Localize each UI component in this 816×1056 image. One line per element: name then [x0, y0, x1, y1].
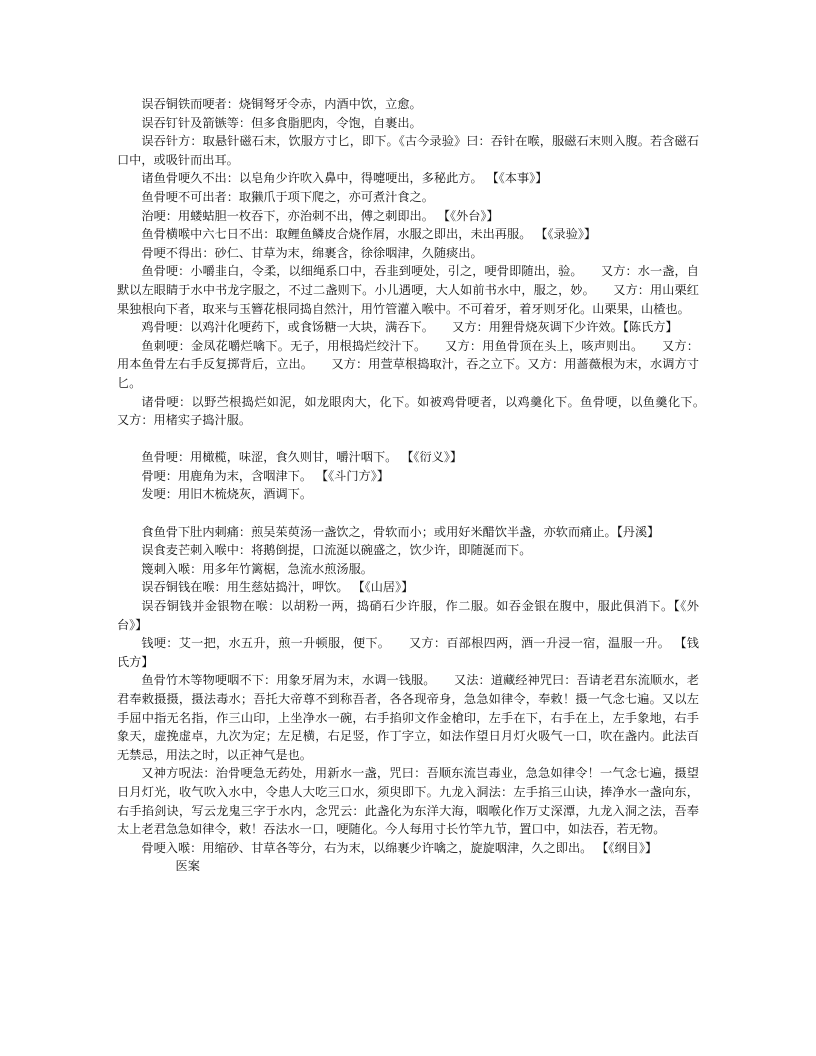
paragraph: 骨哽入喉：用缩砂、甘草各等分，右为末，以绵裹少许噙之，旋旋咽津，久之即出。 【《纲目》】	[141, 840, 658, 855]
paragraph: 鱼骨横喉中六七日不出：取鲤鱼鳞皮合烧作屑，水服之即出，未出再服。 【《录验》】	[141, 227, 597, 242]
paragraph: 钱哽：艾一把，水五升，煎一升顿服，便下。 又方：百部根四两，酒一升浸一宿，温服一升。 【钱氏方】	[117, 636, 699, 669]
paragraph: 误吞钉针及箭镞等：但多食脂肥肉，令饱，自裹出。	[141, 115, 422, 130]
paragraph: 诸鱼骨哽久不出：以皂角少许吹入鼻中，得嚏哽出，多秘此方。 【《本事》】	[141, 171, 548, 186]
document-body	[117, 95, 724, 857]
paragraph: 误吞铜钱并金银物在喉：以胡粉一两，捣硝石少许服，作二服。如吞金银在腹中，服此俱消下。【《外台》】	[117, 599, 699, 632]
blank-line	[117, 504, 699, 523]
paragraph: 骨哽：用鹿角为末，含咽津下。 【《斗门方》】	[141, 468, 390, 483]
paragraph: 鱼骨哽：小嚼韭白，令柔，以细绳系口中，吞韭到哽处，引之，哽骨即随出，验。 又方：水一盏，自默以左眼睛于水中书龙字服之，不过二盏则下。小儿遇哽，大人如前书水中，服之，妙。 又方：用山栗红果独根向下者，取来与玉簪花根同捣自然汁，用竹管灌入喉中。不可着牙，着牙则牙化。山栗果，山楂也。	[117, 264, 699, 316]
paragraph: 鸡骨哽：以鸡汁化哽药下，或食饧糖一大块，满吞下。 又方：用狸骨烧灰调下少许效。【陈氏方】	[141, 320, 678, 335]
paragraph: 鱼骨哽不可出者：取獭爪于项下爬之，亦可煮汁食之。	[141, 189, 434, 204]
paragraph: 食鱼骨下肚内刺痛：煎吴茱萸汤一盏饮之，骨软而小；或用好米醋饮半盏，亦软而痛止。【丹溪】	[141, 524, 660, 539]
document-page	[117, 95, 724, 876]
paragraph: 骨哽不得出：砂仁、甘草为末，绵裹含，徐徐咽津，久随痰出。	[141, 245, 483, 260]
paragraph: 发哽：用旧木梳烧灰，酒调下。	[141, 487, 313, 502]
paragraph: 篾刺入喉：用多年竹篱椐，急流水煎汤服。	[141, 561, 373, 576]
paragraph: 又神方呪法：治骨哽急无药处，用新水一盏，咒曰：吾顺东流岂毒业，急急如律令！一气念七遍，摄望日月灯光，收气吹入水中，令患人大吃三口水，须臾即下。九龙入洞法：左手掐三山诀，捧净水一盏向东，右手掐剑诀，写云龙鬼三字于水内，念咒云：此盏化为东洋大海，咽喉化作万丈深潭，九龙入洞之法，吾奉太上老君急急如律令，敕！吞法水一口，哽随化。今人每用寸长竹竿九节，置口中，如法吞，若无物。	[117, 766, 699, 837]
paragraph: 鱼骨哽：用橄榄，味涩，食久则甘，嚼汁咽下。 【《衍义》】	[141, 450, 463, 465]
paragraph: 诸骨哽：以野苎根捣烂如泥，如龙眼肉大，化下。如被鸡骨哽者，以鸡羹化下。鱼骨哽，以鱼羹化下。 又方：用楮实子捣汁服。	[117, 394, 724, 428]
paragraph: 误吞铜铁而哽者：烧铜弩牙令赤，内酒中饮，立愈。	[141, 97, 422, 111]
paragraph: 治哽：用蝼蛄胆一枚吞下，亦治刺不出，傅之刺即出。 【《外台》】	[141, 208, 499, 223]
paragraph: 鱼骨竹木等物哽咽不下：用象牙屑为末，水调一钱服。 又法：道藏经神咒曰：吾请老君东流顺水，老君奉敕摄摄，摄法毒水；吾托大帝尊不到称吾者，各各现帝身，急急如律令，奉敕！摄一气念七遍。又以左手屈中指无名指，作三山印，上坐净水一碗，右手掐卯文作金槍印，左手在下，右手在上，左手象地，右手象天，虚挽虚卓，九次为定；左足横，右足竖，作丁字立，如法作望日月灯火吸气一口，吹在盏内。此法百无禁忌，用法之时，以正神气是也。	[117, 673, 699, 762]
paragraph: 误食麦芒刺入喉中：将鹅倒提，口流涎以碗盛之，饮少许，即随涎而下。	[141, 543, 532, 558]
paragraph: 误吞针方：取悬针磁石末，饮服方寸匕，即下。《古今录验》曰：吞针在喉，服磁石末则入腹。若含磁石口中，或吸针而出耳。	[117, 134, 699, 167]
paragraph: 误吞铜钱在喉：用生慈姑捣汁，呷饮。 【《山居》】	[141, 580, 414, 595]
section-heading: 医案	[175, 859, 200, 874]
paragraph: 鱼刺哽：金凤花嚼烂噙下。无子，用根捣烂绞汁下。 又方：用鱼骨顶在头上，咳声则出。 又方：用本鱼骨左右手反复掷背后，立出。 又方：用萱草根捣取汁，吞之立下。又方：用蔷薇根为末，水调方寸匕。	[117, 338, 699, 390]
blank-line	[117, 430, 699, 449]
